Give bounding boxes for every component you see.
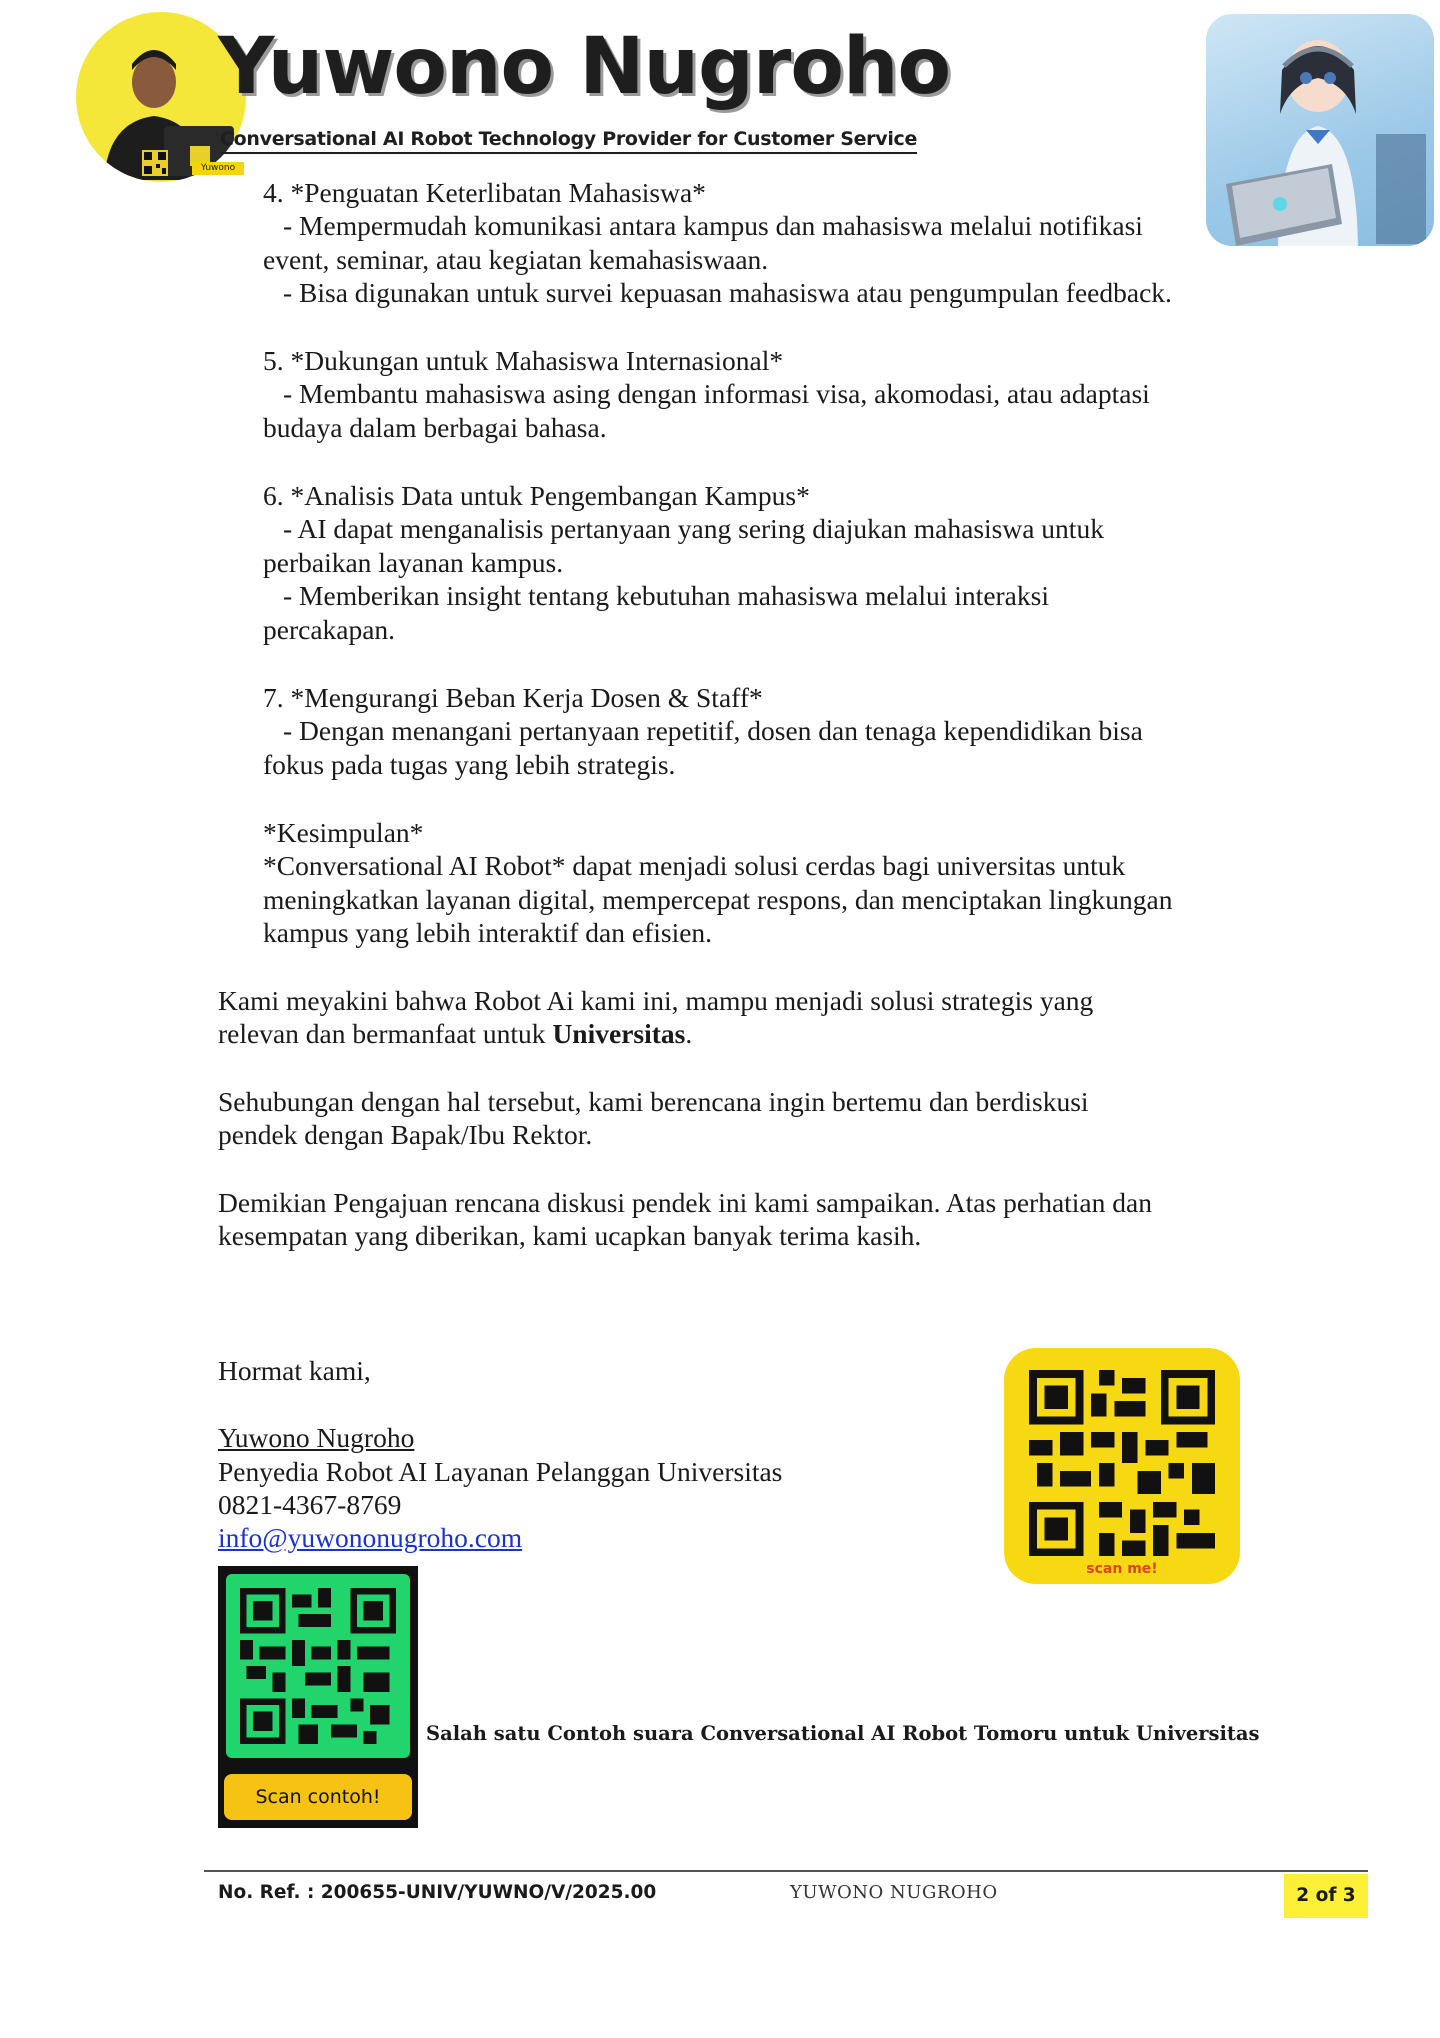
signer-phone: 0821-4367-8769 [218,1489,402,1520]
section-5-heading: 5. *Dukungan untuk Mahasiswa Internasional* [263,345,784,376]
section-7-line: fokus pada tugas yang lebih strategis. [263,749,676,780]
section-6-line: - AI dapat menganalisis pertanyaan yang sering diajukan mahasiswa untuk [283,513,1104,544]
contact-qr-code[interactable] [1004,1348,1240,1584]
paragraph-line: Sehubungan dengan hal tersebut, kami berencana ingin bertemu dan berdiskusi [218,1086,1089,1117]
header-subtitle: Conversational AI Robot Technology Provider for Customer Service [220,128,917,154]
section-4-line: event, seminar, atau kegiatan kemahasiswaan. [263,244,769,275]
header-title: Yuwono Nugroho [218,22,951,112]
paragraph-line [218,1017,692,1051]
paragraph-line: Demikian Pengajuan rencana diskusi pendek ini kami sampaikan. Atas perhatian dan [218,1187,1152,1218]
section-6-line: perbaikan layanan kampus. [263,547,564,578]
conclusion-line: meningkatkan layanan digital, mempercepat respons, dan menciptakan lingkungan [263,884,1173,915]
reference-number: No. Ref. : 200655-UNIV/YUWNO/V/2025.00 [218,1882,657,1903]
page-indicator: 2 of 3 [1284,1874,1368,1918]
section-6-line: percakapan. [263,614,396,645]
paragraph-line: kesempatan yang diberikan, kami ucapkan banyak terima kasih. [218,1220,922,1251]
section-4-heading: 4. *Penguatan Keterlibatan Mahasiswa* [263,177,706,208]
photo-tag: Yuwono [192,162,244,175]
qr-caption: Salah satu Contoh suara Conversational AI Robot Tomoru untuk Universitas [426,1722,1260,1745]
section-4-line: - Bisa digunakan untuk survei kepuasan mahasiswa atau pengumpulan feedback. [283,277,1172,308]
scan-example-button[interactable]: Scan contoh! [224,1774,412,1820]
signer-name: Yuwono Nugroho [218,1422,415,1453]
paragraph-line: pendek dengan Bapak/Ibu Rektor. [218,1119,593,1150]
ai-robot-illustration [1206,14,1434,246]
paragraph-text: relevan dan bermanfaat untuk [218,1018,553,1049]
section-6-heading: 6. *Analisis Data untuk Pengembangan Kampus* [263,480,810,511]
footer-divider [204,1870,1368,1872]
section-5-line: - Membantu mahasiswa asing dengan informasi visa, akomodasi, atau adaptasi [283,378,1150,409]
section-7-line: - Dengan menangani pertanyaan repetitif, dosen dan tenaga kependidikan bisa [283,715,1143,746]
sample-voice-qr[interactable] [218,1566,418,1828]
section-5-line: budaya dalam berbagai bahasa. [263,412,607,443]
qr-code-icon [1026,1370,1218,1556]
green-qr-panel [226,1574,410,1758]
section-7-heading: 7. *Mengurangi Beban Kerja Dosen & Staff* [263,682,763,713]
email-link[interactable]: info@yuwononugroho.com [218,1522,523,1553]
closing-salutation: Hormat kami, [218,1355,371,1386]
scan-me-label: scan me! [1086,1561,1158,1577]
footer-name: YUWONO NUGROHO [790,1882,998,1903]
ai-assistant-avatar-icon [1206,14,1434,246]
conclusion-line: kampus yang lebih interaktif dan efisien. [263,917,713,948]
section-4-line: - Mempermudah komunikasi antara kampus dan mahasiswa melalui notifikasi [283,210,1143,241]
paragraph-text: . [685,1018,693,1049]
paragraph-line: Kami meyakini bahwa Robot Ai kami ini, mampu menjadi solusi strategis yang [218,985,1094,1016]
mini-qr-icon [142,150,168,176]
university-emphasis: Universitas [552,1018,686,1049]
conclusion-line: *Conversational AI Robot* dapat menjadi solusi cerdas bagi universitas untuk [263,850,1126,881]
signer-role: Penyedia Robot AI Layanan Pelanggan Universitas [218,1456,783,1487]
qr-code-icon [240,1588,396,1744]
conclusion-heading: *Kesimpulan* [263,817,424,848]
section-6-line: - Memberikan insight tentang kebutuhan mahasiswa melalui interaksi [283,580,1049,611]
